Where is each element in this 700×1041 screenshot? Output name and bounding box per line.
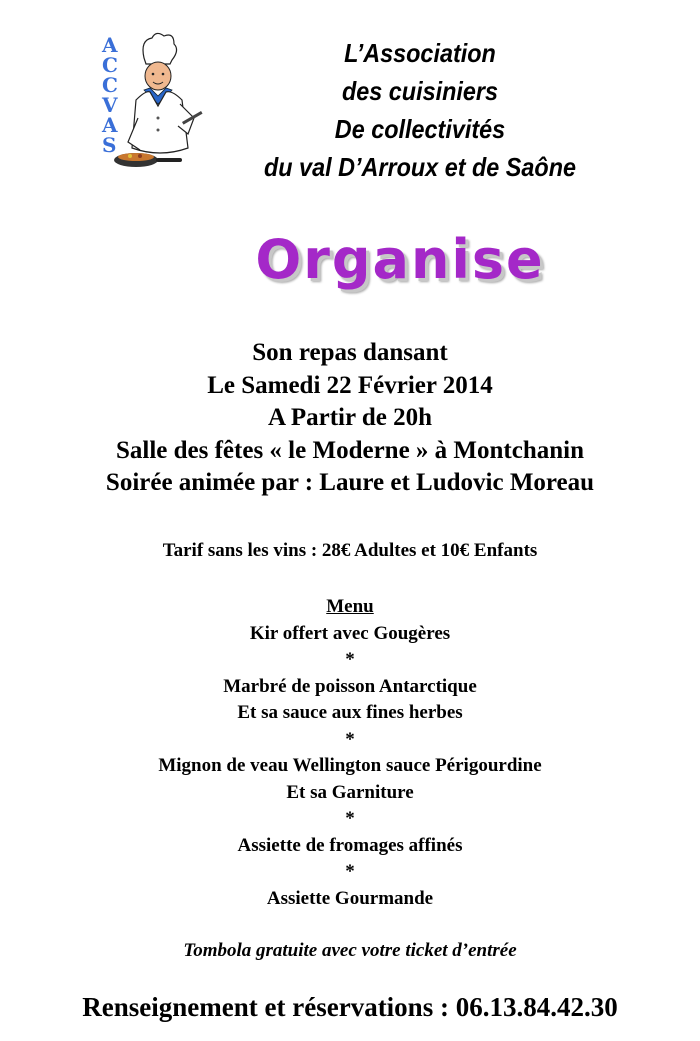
association-line: du val D’Arroux et de Saône — [263, 152, 577, 182]
event-venue: Salle des fêtes « le Moderne » à Montchanin — [115, 436, 584, 464]
contact-phone: Renseignement et réservations : 06.13.84.42.30 — [82, 992, 618, 1022]
association-line: L’Association — [344, 38, 496, 68]
event-time: A Partir de 20h — [267, 404, 433, 431]
menu-item: Kir offert avec Gougères — [249, 622, 451, 644]
tombola-text: Tombola gratuite avec votre ticket d’entrée — [183, 940, 517, 961]
menu-item: Et sa sauce aux fines herbes — [237, 702, 463, 723]
logo-letter: S — [102, 133, 117, 157]
event-entertainment: Soirée animée par : Laure et Ludovic Moreau — [105, 469, 595, 496]
menu-section — [0, 594, 700, 912]
menu-separator: * — [345, 808, 355, 829]
menu-item: Mignon de veau Wellington sauce Périgourdine — [158, 755, 542, 776]
association-line: De collectivités — [334, 114, 506, 144]
event-date: Le Samedi 22 Février 2014 — [207, 371, 493, 399]
logo-letter: A — [102, 113, 118, 137]
association-name — [263, 34, 578, 186]
logo-letter: V — [102, 93, 118, 117]
pricing-text: Tarif sans les vins : 28€ Adultes et 10€ Enfants — [162, 540, 538, 561]
menu-separator: * — [345, 728, 355, 750]
menu-separator: * — [345, 861, 355, 882]
logo-letter: C — [102, 53, 118, 77]
logo-letter: A — [102, 33, 118, 57]
menu-title: Menu — [326, 596, 374, 617]
accvas-logo — [100, 30, 210, 190]
event-title: Son repas dansant — [252, 339, 448, 366]
menu-separator: * — [345, 649, 355, 670]
headline-organise: Organise — [255, 228, 545, 291]
menu-item: Et sa Garniture — [286, 781, 414, 803]
menu-item: Marbré de poisson Antarctique — [223, 675, 477, 697]
menu-item: Assiette de fromages affinés — [237, 834, 463, 856]
event-details — [0, 337, 700, 500]
menu-item: Assiette Gourmande — [266, 887, 434, 909]
logo-letter: C — [102, 73, 118, 97]
association-line: des cuisiniers — [341, 76, 499, 106]
chef-illustration-icon — [100, 30, 210, 190]
